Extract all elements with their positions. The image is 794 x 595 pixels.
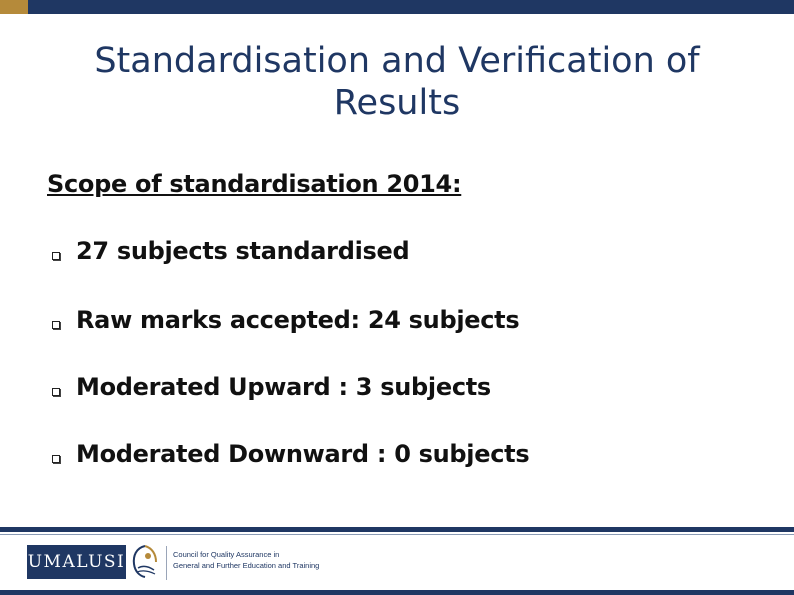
top-banner-bar (0, 0, 794, 14)
bullet-text: Moderated Upward : 3 subjects (76, 373, 491, 401)
bottom-banner-bar (0, 590, 794, 595)
bullet-item (52, 303, 519, 337)
footer-thin-line (0, 534, 794, 535)
tagline-line-1: Council for Quality Assurance in (173, 550, 280, 559)
umalusi-logo: UMALUSI (27, 545, 126, 579)
bullet-item (52, 437, 529, 471)
slide-title: Standardisation and Verification of Results (94, 41, 700, 123)
bullet-item (52, 234, 409, 268)
footer-tagline (173, 549, 319, 571)
tagline-line-2: General and Further Education and Training (173, 561, 320, 570)
top-accent-block (0, 0, 28, 14)
square-bullet-icon (52, 388, 60, 396)
bullet-item (52, 370, 491, 404)
footer-divider-bar (0, 527, 794, 532)
footer-logo-divider (166, 546, 167, 580)
square-bullet-icon (52, 321, 60, 329)
bullet-text: 27 subjects standardised (76, 237, 410, 265)
bullet-text: Raw marks accepted: 24 subjects (76, 306, 520, 334)
bullet-text: Moderated Downward : 0 subjects (76, 440, 530, 468)
square-bullet-icon (52, 252, 60, 260)
scope-heading: Scope of standardisation 2014: (47, 170, 462, 198)
umalusi-emblem-icon (128, 542, 162, 580)
square-bullet-icon (52, 455, 60, 463)
